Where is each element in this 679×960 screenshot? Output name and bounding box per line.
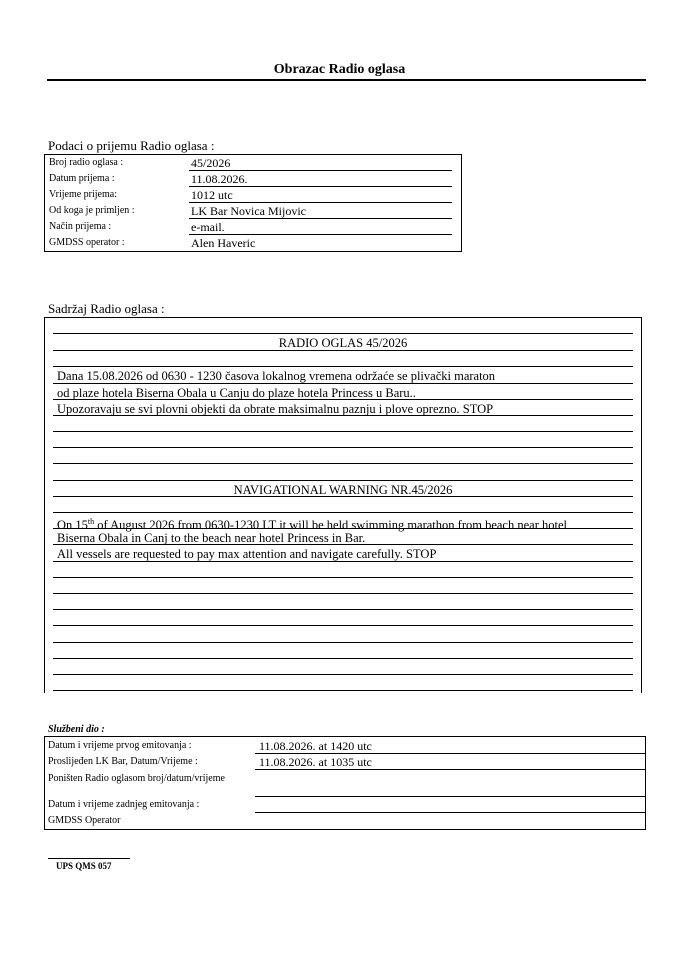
- form-title: Obrazac Radio oglasa: [273, 62, 406, 77]
- ruled-line: [53, 333, 633, 334]
- sluzbeni-label-operator: GMDSS Operator: [48, 815, 121, 826]
- nav-warning-line: All vessels are requested to pay max attention and navigate carefully. STOP: [57, 547, 437, 561]
- ruled-line: [53, 625, 633, 626]
- nav-warning-line: Biserna Obala in Canj to the beach near hotel Princess in Bar.: [57, 531, 366, 545]
- local-warning-line: Dana 15.08.2026 od 0630 - 1230 časova lokalnog vremena održaće se plivački maraton: [57, 369, 496, 383]
- prijem-value-nacin: e-mail.: [189, 220, 452, 235]
- ruled-line: [53, 674, 633, 675]
- nav-line-pre: On 15: [57, 518, 88, 533]
- prijem-label-datum: Datum prijema :: [49, 173, 115, 184]
- ruled-line: [53, 561, 633, 562]
- ruled-line: [53, 593, 633, 594]
- nav-line-post: of August 2026 from 0630-1230 LT it will be held swimming marathon from beach near hotel: [94, 518, 567, 533]
- ruled-line: [53, 431, 633, 432]
- footer-rule: [48, 858, 130, 859]
- sluzbeni-line: [255, 796, 646, 797]
- ruled-line: [53, 512, 633, 513]
- ruled-line: [53, 690, 633, 691]
- sluzbeni-heading: Službeni dio :: [48, 724, 105, 735]
- sluzbeni-table: [44, 736, 646, 830]
- sluzbeni-line: [255, 753, 646, 754]
- sluzbeni-label-prvo: Datum i vrijeme prvog emitovanja :: [48, 740, 192, 751]
- nav-warning-title: NAVIGATIONAL WARNING NR.45/2026: [233, 483, 453, 497]
- prijem-value-operator: Alen Haveric: [191, 236, 256, 250]
- prijem-heading: Podaci o prijemu Radio oglasa :: [48, 138, 215, 153]
- ruled-line: [53, 480, 633, 481]
- prijem-table: [44, 154, 462, 252]
- ruled-line: [53, 366, 633, 367]
- sadrzaj-box: [44, 317, 642, 693]
- sluzbeni-label-zadnje: Datum i vrijeme zadnjeg emitovanja :: [48, 799, 200, 810]
- local-warning-line: od plaze hotela Biserna Obala u Canju do plaze hotela Princess u Baru..: [57, 386, 416, 400]
- prijem-label-broj: Broj radio oglasa :: [49, 157, 124, 168]
- local-warning-line: Upozoravaju se svi plovni objekti da obrate maksimalnu paznju i plove oprezno. STOP: [57, 402, 494, 416]
- ruled-line: [53, 350, 633, 351]
- nav-warning-line: [57, 515, 567, 532]
- ruled-line: [53, 383, 633, 384]
- prijem-label-vrijeme: Vrijeme prijema:: [49, 189, 117, 200]
- sluzbeni-line: [255, 769, 646, 770]
- ruled-line: [53, 642, 633, 643]
- prijem-value-vrijeme: 1012 utc: [189, 188, 452, 203]
- prijem-label-nacin: Način prijema :: [49, 221, 112, 232]
- ruled-line: [53, 658, 633, 659]
- sluzbeni-line: [255, 812, 646, 813]
- nav-line-sup: th: [87, 517, 95, 526]
- sluzbeni-value-proslijeden: 11.08.2026. at 1035 utc: [259, 755, 372, 769]
- ruled-line: [53, 463, 633, 464]
- ruled-line: [53, 447, 633, 448]
- sadrzaj-heading: Sadržaj Radio oglasa :: [48, 301, 165, 316]
- ruled-line: [53, 577, 633, 578]
- prijem-value-datum: 11.08.2026.: [189, 172, 452, 187]
- prijem-label-od-koga: Od koga je primljen :: [49, 205, 135, 216]
- title-rule: [47, 79, 646, 81]
- local-warning-title: RADIO OGLAS 45/2026: [278, 336, 408, 350]
- sluzbeni-label-proslijeden: Proslijeđen LK Bar, Datum/Vrijeme :: [48, 756, 198, 767]
- ruled-line: [53, 609, 633, 610]
- footer-code: UPS QMS 057: [56, 861, 112, 871]
- sluzbeni-value-prvo: 11.08.2026. at 1420 utc: [259, 739, 372, 753]
- prijem-label-operator: GMDSS operator :: [49, 237, 125, 248]
- prijem-value-broj: 45/2026: [189, 156, 452, 171]
- prijem-value-od-koga: LK Bar Novica Mijovic: [189, 204, 452, 219]
- sluzbeni-label-ponisten: Poništen Radio oglasom broj/datum/vrijeme: [48, 773, 225, 784]
